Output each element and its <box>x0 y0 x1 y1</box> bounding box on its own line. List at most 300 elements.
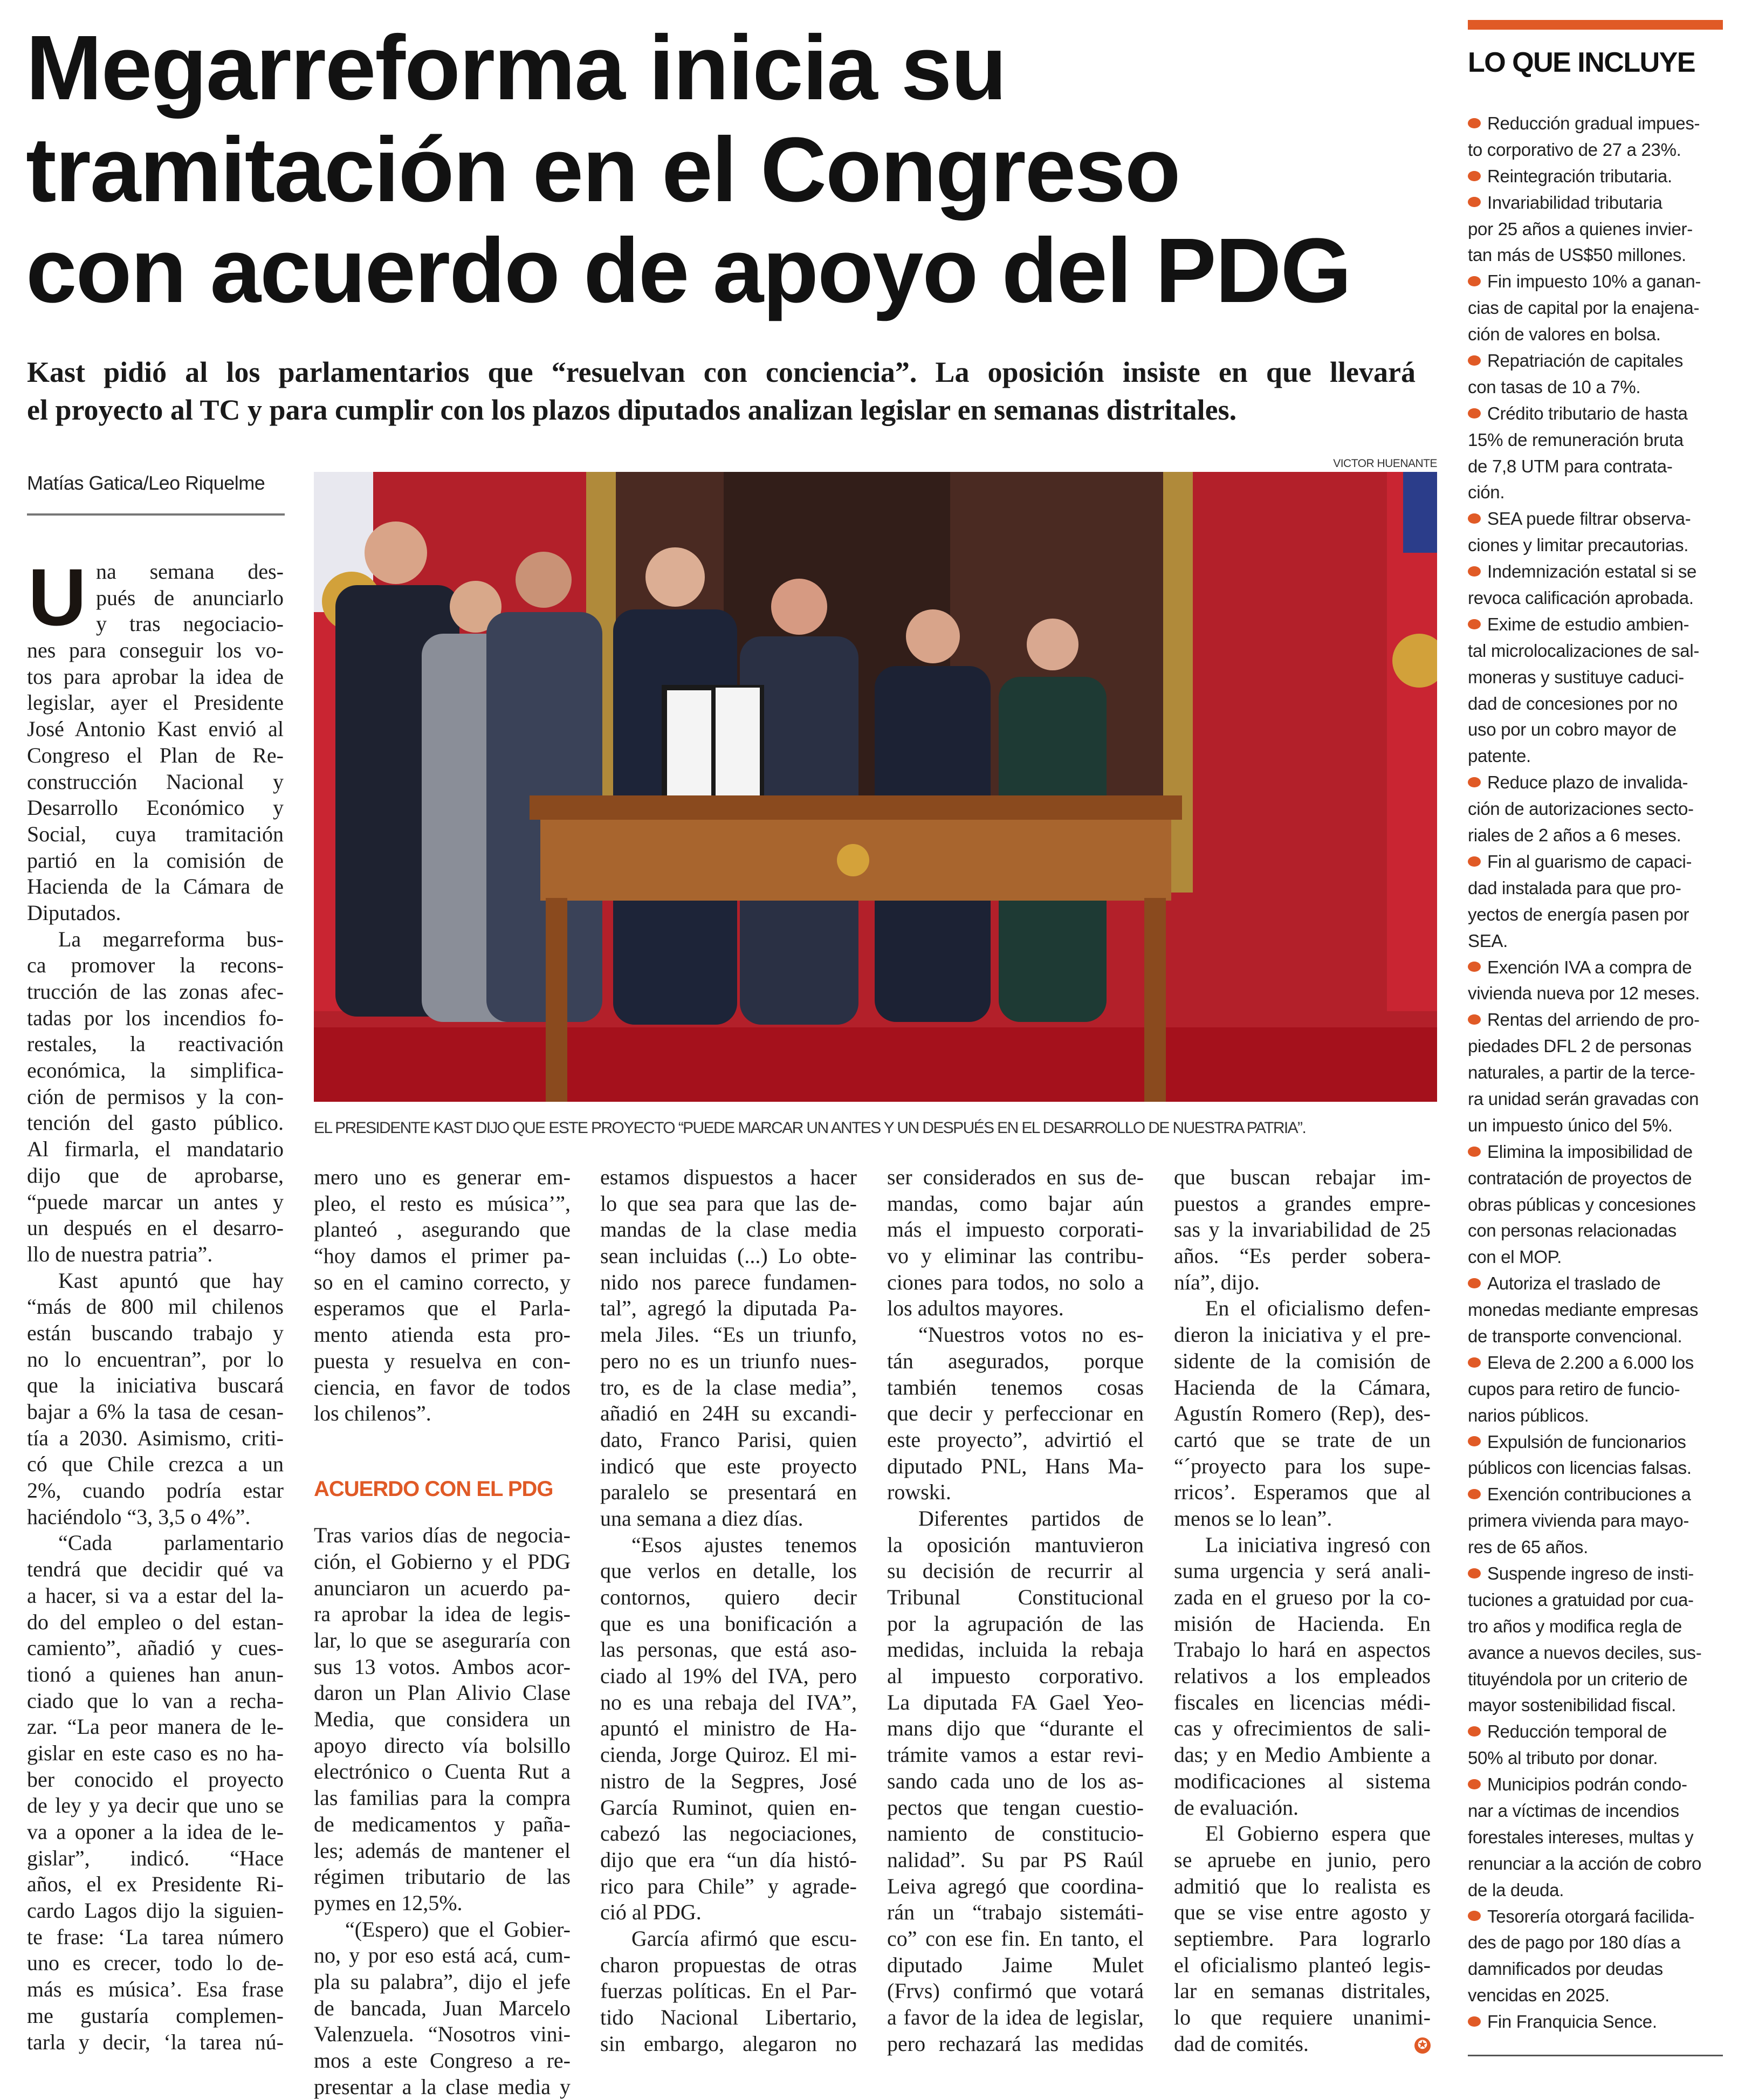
text-line: su decisión de recurrir al <box>887 1559 1144 1583</box>
sidebar-line-text: avance a nuevos deciles, sus- <box>1468 1642 1702 1663</box>
sidebar-line <box>1468 137 1727 163</box>
sidebar-line-text: renunciar a la acción de cobro <box>1468 1853 1702 1873</box>
orange-dot-icon <box>1468 1911 1481 1921</box>
text-line: mela Jiles. “Es un triunfo, <box>600 1322 857 1347</box>
sidebar-line-text: ra unidad serán gravadas con <box>1468 1088 1699 1109</box>
text-line: tadas por los incendios fo- <box>27 1005 284 1030</box>
sidebar-line <box>1468 1455 1727 1481</box>
sidebar-line-text: Fin Franquicia Sence. <box>1487 2012 1657 2032</box>
text-line: construcción Nacional y <box>27 769 284 794</box>
text-line: co” con ese fin. En tanto, el <box>887 1926 1144 1951</box>
sidebar-list-item <box>1468 190 1727 269</box>
paragraph <box>27 927 284 1268</box>
sidebar-line <box>1468 1271 1727 1297</box>
article-column-4 <box>887 1164 1144 2057</box>
text-line: ción de permisos y la con- <box>27 1084 284 1109</box>
text-line: Tras varios días de negocia- <box>314 1523 571 1548</box>
orange-dot-icon <box>1468 566 1481 577</box>
text-line: Kast apuntó que hay <box>58 1268 284 1293</box>
text-line: En el oficialismo defen- <box>1205 1296 1431 1321</box>
text-line: tro, es de la clase media”, <box>600 1375 857 1399</box>
sidebar-line-text: de 7,8 UTM para contrata- <box>1468 456 1673 476</box>
sidebar-line <box>1468 1614 1727 1640</box>
text-line: al impuesto corporativo. <box>887 1664 1144 1689</box>
text-line: ser considerados en sus de- <box>887 1165 1144 1189</box>
sidebar-line-text: tuciones a gratuidad por cua- <box>1468 1589 1694 1610</box>
text-line: Hacienda de la Cámara, <box>1174 1375 1431 1399</box>
text-line: zar. “La peor manera de le- <box>27 1714 284 1739</box>
text-line: Al firmarla, el mandatario <box>27 1137 284 1162</box>
text-line: pymes en 12,5%. <box>314 1890 463 1915</box>
text-line: menos se lo lean”. <box>1174 1506 1332 1531</box>
sidebar-line-text: to corporativo de 27 a 23%. <box>1468 139 1681 160</box>
sidebar-line-text: moneras y sustituye caduci- <box>1468 667 1684 687</box>
sidebar-line <box>1468 506 1727 532</box>
sidebar-list-item <box>1468 1772 1727 1903</box>
byline: Matías Gatica/Leo Riquelme <box>27 472 265 494</box>
paragraph <box>1174 1295 1431 1532</box>
subtitle-line-1: Kast pidió al los parlamentarios que “resuelvan con conciencia”. La oposición insiste en que llevará <box>27 356 1416 388</box>
sidebar-line <box>1468 1666 1727 1693</box>
paragraph <box>27 1530 284 2055</box>
text-line: pero no es un triunfo nues- <box>600 1348 857 1373</box>
text-line: pleo, el resto es música’”, <box>314 1191 571 1216</box>
text-line: puestos a grandes empre- <box>1174 1191 1431 1216</box>
sidebar-line-text: dad instalada para que pro- <box>1468 877 1681 898</box>
text-line: lo que requiere unanimi- <box>1174 2005 1431 2029</box>
text-line: José Antonio Kast envió al <box>27 717 284 742</box>
sidebar-line <box>1468 612 1727 638</box>
text-line: Diputados. <box>27 900 121 925</box>
text-line: tos para aprobar la idea de <box>27 664 284 689</box>
sidebar-line-text: con personas relacionadas <box>1468 1220 1677 1241</box>
text-line: haciéndolo “3, 3,5 o 4%”. <box>27 1504 251 1529</box>
text-line: de bancada, Juan Marcelo <box>314 1995 571 2020</box>
sidebar-line <box>1468 348 1727 374</box>
text-line: “Cada parlamentario <box>58 1531 284 1555</box>
text-line: mandas, como bajar aún <box>887 1191 1144 1216</box>
text-line: nes para conseguir los vo- <box>27 638 284 663</box>
sidebar-list-item <box>1468 1271 1727 1350</box>
paragraph <box>1174 1164 1431 1295</box>
sidebar-line-text: SEA. <box>1468 930 1508 951</box>
text-line: Hacienda de la Cámara de <box>27 874 284 899</box>
sidebar-line-text: con tasas de 10 a 7%. <box>1468 376 1641 397</box>
sidebar-line <box>1468 1244 1727 1271</box>
sidebar-line <box>1468 216 1727 243</box>
text-line: sean incluidas (...) Lo obte- <box>600 1244 857 1268</box>
article-photo <box>314 472 1437 1102</box>
text-line: la oposición mantuvieron <box>887 1532 1144 1557</box>
sidebar-list-item <box>1468 1481 1727 1561</box>
text-line: tención del gasto público. <box>27 1110 284 1135</box>
orange-dot-icon <box>1468 962 1481 972</box>
article-column-2 <box>314 1164 571 2100</box>
text-line: tal”, agregó la diputada Pa- <box>600 1296 857 1321</box>
text-line: están buscando trabajo y <box>27 1320 284 1345</box>
sidebar-line <box>1468 1956 1727 1982</box>
text-line: có que Chile crezca a un <box>27 1452 284 1477</box>
headline-line-2: tramitación en el Congreso <box>26 119 1180 221</box>
person-1-head <box>365 521 427 584</box>
text-line: (Frvs) confirmó que votará <box>887 1979 1144 2003</box>
sidebar-line <box>1468 1481 1727 1508</box>
sidebar-list-item <box>1468 849 1727 955</box>
sidebar-line-text: de la deuda. <box>1468 1879 1564 1900</box>
text-line: ció al PDG. <box>600 1900 702 1925</box>
sidebar-line-text: Suspende ingreso de insti- <box>1487 1563 1694 1583</box>
text-line: “´proyecto para los supe- <box>1174 1453 1431 1478</box>
sidebar-line <box>1468 163 1727 190</box>
text-line: cienda, Jorge Quiroz. El mi- <box>600 1742 857 1767</box>
text-line: El Gobierno espera que <box>1205 1821 1431 1846</box>
sidebar-line-text: cias de capital por la enajena- <box>1468 298 1700 318</box>
byline-divider <box>27 513 285 516</box>
text-line: septiembre. Para lograrlo <box>1174 1926 1431 1951</box>
text-line: gislar”, indicó. “Hace <box>27 1845 284 1870</box>
text-line: los chilenos”. <box>314 1401 431 1426</box>
text-line: trámite vamos a estar revi- <box>887 1742 1144 1767</box>
sidebar-line <box>1468 374 1727 401</box>
sidebar-list-item <box>1468 401 1727 506</box>
text-line: que se vise entre agosto y <box>1174 1900 1431 1925</box>
sidebar-list-item <box>1468 559 1727 612</box>
sidebar-list <box>1468 111 1727 2035</box>
sidebar-list-item <box>1468 2009 1727 2035</box>
sidebar-line <box>1468 585 1727 612</box>
text-line: tido Nacional Libertario, <box>600 2005 857 2029</box>
star-icon: ✪ <box>1414 2037 1431 2054</box>
sidebar-line-text: res de 65 años. <box>1468 1537 1588 1557</box>
sidebar-line-text: revoca calificación aprobada. <box>1468 588 1694 608</box>
text-line: vo y eliminar las contribu- <box>887 1244 1144 1268</box>
sidebar-list-item <box>1468 1429 1727 1482</box>
sidebar-line <box>1468 928 1727 955</box>
text-line: pero rechazará las medidas <box>887 2031 1144 2056</box>
sidebar-line-text: narios públicos. <box>1468 1405 1589 1425</box>
text-line: a hacer, si va a estar del la- <box>27 1583 284 1608</box>
drop-cap: U <box>28 552 87 642</box>
text-line: La iniciativa ingresó con <box>1205 1532 1431 1557</box>
sidebar-line <box>1468 849 1727 875</box>
text-line: que buscan rebajar im- <box>1174 1165 1431 1189</box>
sidebar-line-text: patente. <box>1468 746 1531 766</box>
paragraph <box>1174 1821 1431 2057</box>
text-line: Media, que considera un <box>314 1707 571 1732</box>
text-line: las familias para la compra <box>314 1786 571 1810</box>
text-line: lar, lo que se aseguraría con <box>314 1628 571 1652</box>
sidebar-lo-que-incluye <box>1468 0 1726 2092</box>
text-line: Desarrollo Económico y <box>27 795 284 820</box>
text-line: dijo que era “un día histó- <box>600 1847 857 1872</box>
sidebar-line <box>1468 401 1727 427</box>
text-line: “hoy damos el primer pa- <box>314 1244 571 1268</box>
text-line: so en el camino correcto, y <box>314 1269 571 1294</box>
text-line: rricos’. Esperamos que al <box>1174 1480 1431 1505</box>
sidebar-line <box>1468 427 1727 454</box>
text-line: tía a 2030. Asimismo, criti- <box>27 1425 284 1450</box>
text-line: tarla y decir, ‘la tarea nú- <box>27 2029 284 2054</box>
sidebar-line-text: Autoriza el traslado de <box>1487 1273 1661 1294</box>
text-line: y tras negociacio- <box>96 612 284 636</box>
sidebar-line-text: un impuesto único del 5%. <box>1468 1115 1673 1135</box>
text-line: ciado al 19% del IVA, pero <box>600 1664 857 1689</box>
sidebar-line-text: Eleva de 2.200 a 6.000 los <box>1487 1352 1694 1372</box>
orange-dot-icon <box>1468 171 1481 181</box>
text-line: mero uno es generar em- <box>314 1165 571 1189</box>
paragraph <box>887 1506 1144 2057</box>
text-line: nistro de la Segpres, José <box>600 1768 857 1793</box>
sidebar-line <box>1468 1113 1727 1139</box>
text-line: nía”, dijo. <box>1174 1269 1260 1294</box>
text-line: que decir y perfeccionar en <box>887 1401 1144 1426</box>
text-line: misión de Hacienda. En <box>1174 1611 1431 1636</box>
text-line: pla su palabra”, dijo el jefe <box>314 1969 571 1994</box>
orange-dot-icon <box>1468 1357 1481 1368</box>
sidebar-list-item <box>1468 111 1727 163</box>
sidebar-line <box>1468 242 1727 269</box>
text-line: lo que sea para que las de- <box>600 1191 857 1216</box>
text-line: gislar en este caso es no ha- <box>27 1740 284 1765</box>
orange-dot-icon <box>1468 1436 1481 1446</box>
text-line: por la agrupación de las <box>887 1611 1144 1636</box>
text-line: tán asegurados, porque <box>887 1348 1144 1373</box>
sidebar-line-text: contratación de proyectos de <box>1468 1168 1692 1188</box>
text-line: bajar a 6% la tasa de cesan- <box>27 1399 284 1424</box>
text-line: pectos que tengan cuestio- <box>887 1795 1144 1820</box>
sidebar-line-text: Invariabilidad tributaria <box>1487 192 1662 212</box>
text-line: na semana des- <box>96 559 284 584</box>
sidebar-line <box>1468 1640 1727 1666</box>
orange-dot-icon <box>1468 1726 1481 1737</box>
person-4-head <box>645 547 705 607</box>
text-line: 2%, cuando podría estar <box>27 1478 284 1503</box>
text-line: a favor de la idea de legislar, <box>887 2005 1144 2029</box>
text-line: restales, la reactivación <box>27 1032 284 1056</box>
text-line: Diferentes partidos de <box>918 1506 1144 1531</box>
text-line: sin embargo, alegaron no <box>600 2031 857 2056</box>
sidebar-line-text: Fin impuesto 10% a ganan- <box>1487 271 1701 292</box>
sidebar-line-text: damnificados por deudas <box>1468 1959 1663 1979</box>
orange-dot-icon <box>1468 513 1481 524</box>
sidebar-line-text: SEA puede filtrar observa- <box>1487 509 1691 529</box>
sidebar-line-text: mayor sostenibilidad fiscal. <box>1468 1695 1676 1715</box>
sidebar-line-text: yectos de energía pasen por <box>1468 904 1689 924</box>
orange-dot-icon <box>1468 1147 1481 1157</box>
sidebar-line <box>1468 1323 1727 1350</box>
sidebar-line <box>1468 796 1727 822</box>
text-line: fiscales en licencias médi- <box>1174 1690 1431 1714</box>
text-line: presentar a la clase media y <box>314 2074 571 2099</box>
sidebar-line-text: 50% al tributo por donar. <box>1468 1748 1658 1768</box>
sidebar-line-text: públicos con licencias falsas. <box>1468 1458 1692 1478</box>
sidebar-line <box>1468 691 1727 717</box>
text-line: de evaluación. <box>1174 1795 1299 1820</box>
text-line: les; además de mantener el <box>314 1838 571 1863</box>
text-line: daron un Plan Alivio Clase <box>314 1680 571 1705</box>
red-carpet <box>314 1027 1437 1102</box>
text-line: tionó a quienes han anun- <box>27 1662 284 1686</box>
photo-caption: EL PRESIDENTE KAST DIJO QUE ESTE PROYECTO “PUEDE MARCAR UN ANTES Y UN DESPUÉS EN EL DESARROLLO DE NUESTRA PATRIA”. <box>314 1119 1306 1137</box>
text-line: añadió en 24H su excandi- <box>600 1401 857 1426</box>
sidebar-line <box>1468 1508 1727 1534</box>
text-line: dato, Franco Parisi, quien <box>600 1427 857 1452</box>
sidebar-line-text: tituyéndola por un criterio de <box>1468 1669 1688 1689</box>
text-line: La megarreforma bus- <box>58 927 284 951</box>
text-line: no lo encuentran”, por lo <box>27 1347 284 1371</box>
text-line: mos a este Congreso a re- <box>314 2048 571 2072</box>
sidebar-line-text: vencidas en 2025. <box>1468 1985 1610 2006</box>
subtitle-line-2: el proyecto al TC y para cumplir con los plazos diputados analizan legislar en semanas distritales. <box>27 394 1237 426</box>
text-line: partió en la comisión de <box>27 848 284 873</box>
text-line: uno es crecer, todo lo de- <box>27 1951 284 1975</box>
text-line: una semana a diez días. <box>600 1506 803 1531</box>
sidebar-line-text: obras públicas y concesiones <box>1468 1194 1696 1214</box>
person-3-head <box>516 552 572 608</box>
text-line: ber conocido el proyecto <box>27 1767 284 1792</box>
photo-illustration <box>314 472 1437 1102</box>
paragraph <box>314 1917 571 2100</box>
paragraph <box>314 1522 571 1916</box>
text-line: más el impuesto corporati- <box>887 1217 1144 1242</box>
text-line: relativos a los empleados <box>1174 1664 1431 1689</box>
text-line: mandas de la clase media <box>600 1217 857 1242</box>
orange-dot-icon <box>1468 118 1481 128</box>
orange-dot-icon <box>1468 276 1481 286</box>
sidebar-line <box>1468 1851 1727 1877</box>
orange-dot-icon <box>1468 1779 1481 1789</box>
sidebar-line-text: ción de valores en bolsa. <box>1468 324 1661 345</box>
sidebar-line <box>1468 1930 1727 1956</box>
sidebar-line-text: de transporte convencional. <box>1468 1326 1682 1346</box>
text-line: de ley y ya decir que uno se <box>27 1793 284 1818</box>
text-line: económica, la simplifica- <box>27 1058 284 1083</box>
sidebar-line <box>1468 1692 1727 1719</box>
text-line: las personas, que está aso- <box>600 1637 857 1662</box>
text-line: planteó , asegurando que <box>314 1217 571 1242</box>
sidebar-list-item <box>1468 1350 1727 1429</box>
text-line: ciado que lo van a recha- <box>27 1688 284 1713</box>
sidebar-line <box>1468 1060 1727 1086</box>
sidebar-line <box>1468 295 1727 321</box>
orange-dot-icon <box>1468 1014 1481 1025</box>
text-line: Tribunal Constitucional <box>887 1585 1144 1609</box>
text-line: legislar, ayer el Presidente <box>27 690 284 715</box>
text-line: diputado PNL, Hans Ma- <box>887 1453 1144 1478</box>
sidebar-line-text: tro años y modifica regla de <box>1468 1616 1682 1636</box>
text-line: te frase: ‘La tarea número <box>27 1924 284 1949</box>
sidebar-line-text: Expulsión de funcionarios <box>1487 1431 1686 1452</box>
text-line: Valenzuela. “Nosotros vini- <box>314 2022 571 2047</box>
paragraph <box>27 1268 284 1531</box>
sidebar-line-text: Fin al guarismo de capaci- <box>1487 851 1692 871</box>
sidebar-line <box>1468 1904 1727 1930</box>
sidebar-line-text: primera vivienda para mayo- <box>1468 1511 1689 1531</box>
text-line: “puede marcar un antes y <box>27 1189 284 1214</box>
sidebar-line-text: Indemnización estatal si se <box>1487 561 1697 582</box>
text-line: va a oponer a la idea de le- <box>27 1820 284 1844</box>
sidebar-line <box>1468 1772 1727 1798</box>
orange-dot-icon <box>1468 2016 1481 2027</box>
sidebar-line <box>1468 190 1727 216</box>
sidebar-line <box>1468 664 1727 691</box>
sidebar-line-text: Reintegración tributaria. <box>1487 166 1672 186</box>
sidebar-line <box>1468 717 1727 743</box>
text-line: Congreso el Plan de Re- <box>27 743 284 767</box>
text-line: paralelo se presentará en <box>600 1480 857 1505</box>
text-line: mans dijo que “durante el <box>887 1716 1144 1741</box>
sidebar-line <box>1468 454 1727 480</box>
text-line: García afirmó que escu- <box>631 1926 857 1951</box>
text-line: me gustaría complemen- <box>27 2003 284 2028</box>
sidebar-line-text: cupos para retiro de funcio- <box>1468 1378 1680 1399</box>
text-line: ciones para todos, no solo a <box>887 1269 1144 1294</box>
orange-dot-icon <box>1468 197 1481 207</box>
spacer <box>314 1427 571 1453</box>
text-line: dijo que de aprobarse, <box>27 1163 284 1188</box>
text-line: lar en semanas distritales, <box>1174 1979 1431 2003</box>
sidebar-line-text: nar a víctimas de incendios <box>1468 1801 1679 1821</box>
text-line: rowski. <box>887 1480 951 1505</box>
sidebar-line-text: por 25 años a quienes invier- <box>1468 218 1693 239</box>
sidebar-line-text: naturales, a partir de la terce- <box>1468 1062 1695 1083</box>
text-line: camiento”, añadió y cues- <box>27 1636 284 1660</box>
text-line: rán un “trabajo sistemáti- <box>887 1900 1144 1925</box>
sidebar-line-text: dad de concesiones por no <box>1468 693 1678 713</box>
text-line: ca promover la recons- <box>27 953 284 978</box>
sidebar-line <box>1468 1798 1727 1824</box>
text-line: de medicamentos y paña- <box>314 1811 571 1836</box>
text-line: sando cada uno de los as- <box>887 1768 1144 1793</box>
paragraph <box>600 1926 857 2057</box>
sidebar-line-text: Elimina la imposibilidad de <box>1487 1141 1693 1162</box>
sidebar-line <box>1468 559 1727 585</box>
sidebar-line-text: Tesorería otorgará facilida- <box>1487 1906 1695 1926</box>
text-line: anunciaron un acuerdo pa- <box>314 1575 571 1600</box>
sidebar-line <box>1468 532 1727 559</box>
text-line: cas y ofrecimientos de sali- <box>1174 1716 1431 1741</box>
text-line: tendrá que decidir qué va <box>27 1557 284 1582</box>
text-line: admitió que lo realista es <box>1174 1873 1431 1898</box>
sidebar-list-item <box>1468 955 1727 1007</box>
flag-right-blue <box>1403 472 1437 553</box>
sidebar-line <box>1468 1007 1727 1033</box>
sidebar-line-text: Rentas del arriendo de pro- <box>1487 1010 1700 1030</box>
orange-dot-icon <box>1468 1489 1481 1499</box>
sidebar-line <box>1468 1877 1727 1904</box>
text-line: suma urgencia y será anali- <box>1174 1559 1431 1583</box>
sidebar-line <box>1468 1745 1727 1772</box>
sidebar-list-item <box>1468 1139 1727 1271</box>
sidebar-line <box>1468 1218 1727 1244</box>
text-line: ción, el Gobierno y el PDG <box>314 1549 571 1574</box>
paragraph <box>27 552 284 927</box>
text-line: apuntó el ministro de Ha- <box>600 1716 857 1741</box>
sidebar-line <box>1468 822 1727 849</box>
sidebar-line <box>1468 1561 1727 1587</box>
sidebar-accent-bar <box>1468 20 1723 30</box>
text-line: “Nuestros votos no es- <box>918 1322 1144 1347</box>
sidebar-line-text: con el MOP. <box>1468 1247 1562 1267</box>
text-line: nalidad”. Su par PS Raúl <box>887 1847 1144 1872</box>
sidebar-line-text: Reducción gradual impues- <box>1487 113 1700 133</box>
sidebar-line <box>1468 2009 1727 2035</box>
headline-line-1: Megarreforma inicia su <box>26 17 1006 119</box>
sidebar-line <box>1468 1534 1727 1561</box>
sidebar-list-item <box>1468 612 1727 770</box>
text-line: pués de anunciarlo <box>96 585 284 610</box>
sidebar-line <box>1468 1587 1727 1614</box>
